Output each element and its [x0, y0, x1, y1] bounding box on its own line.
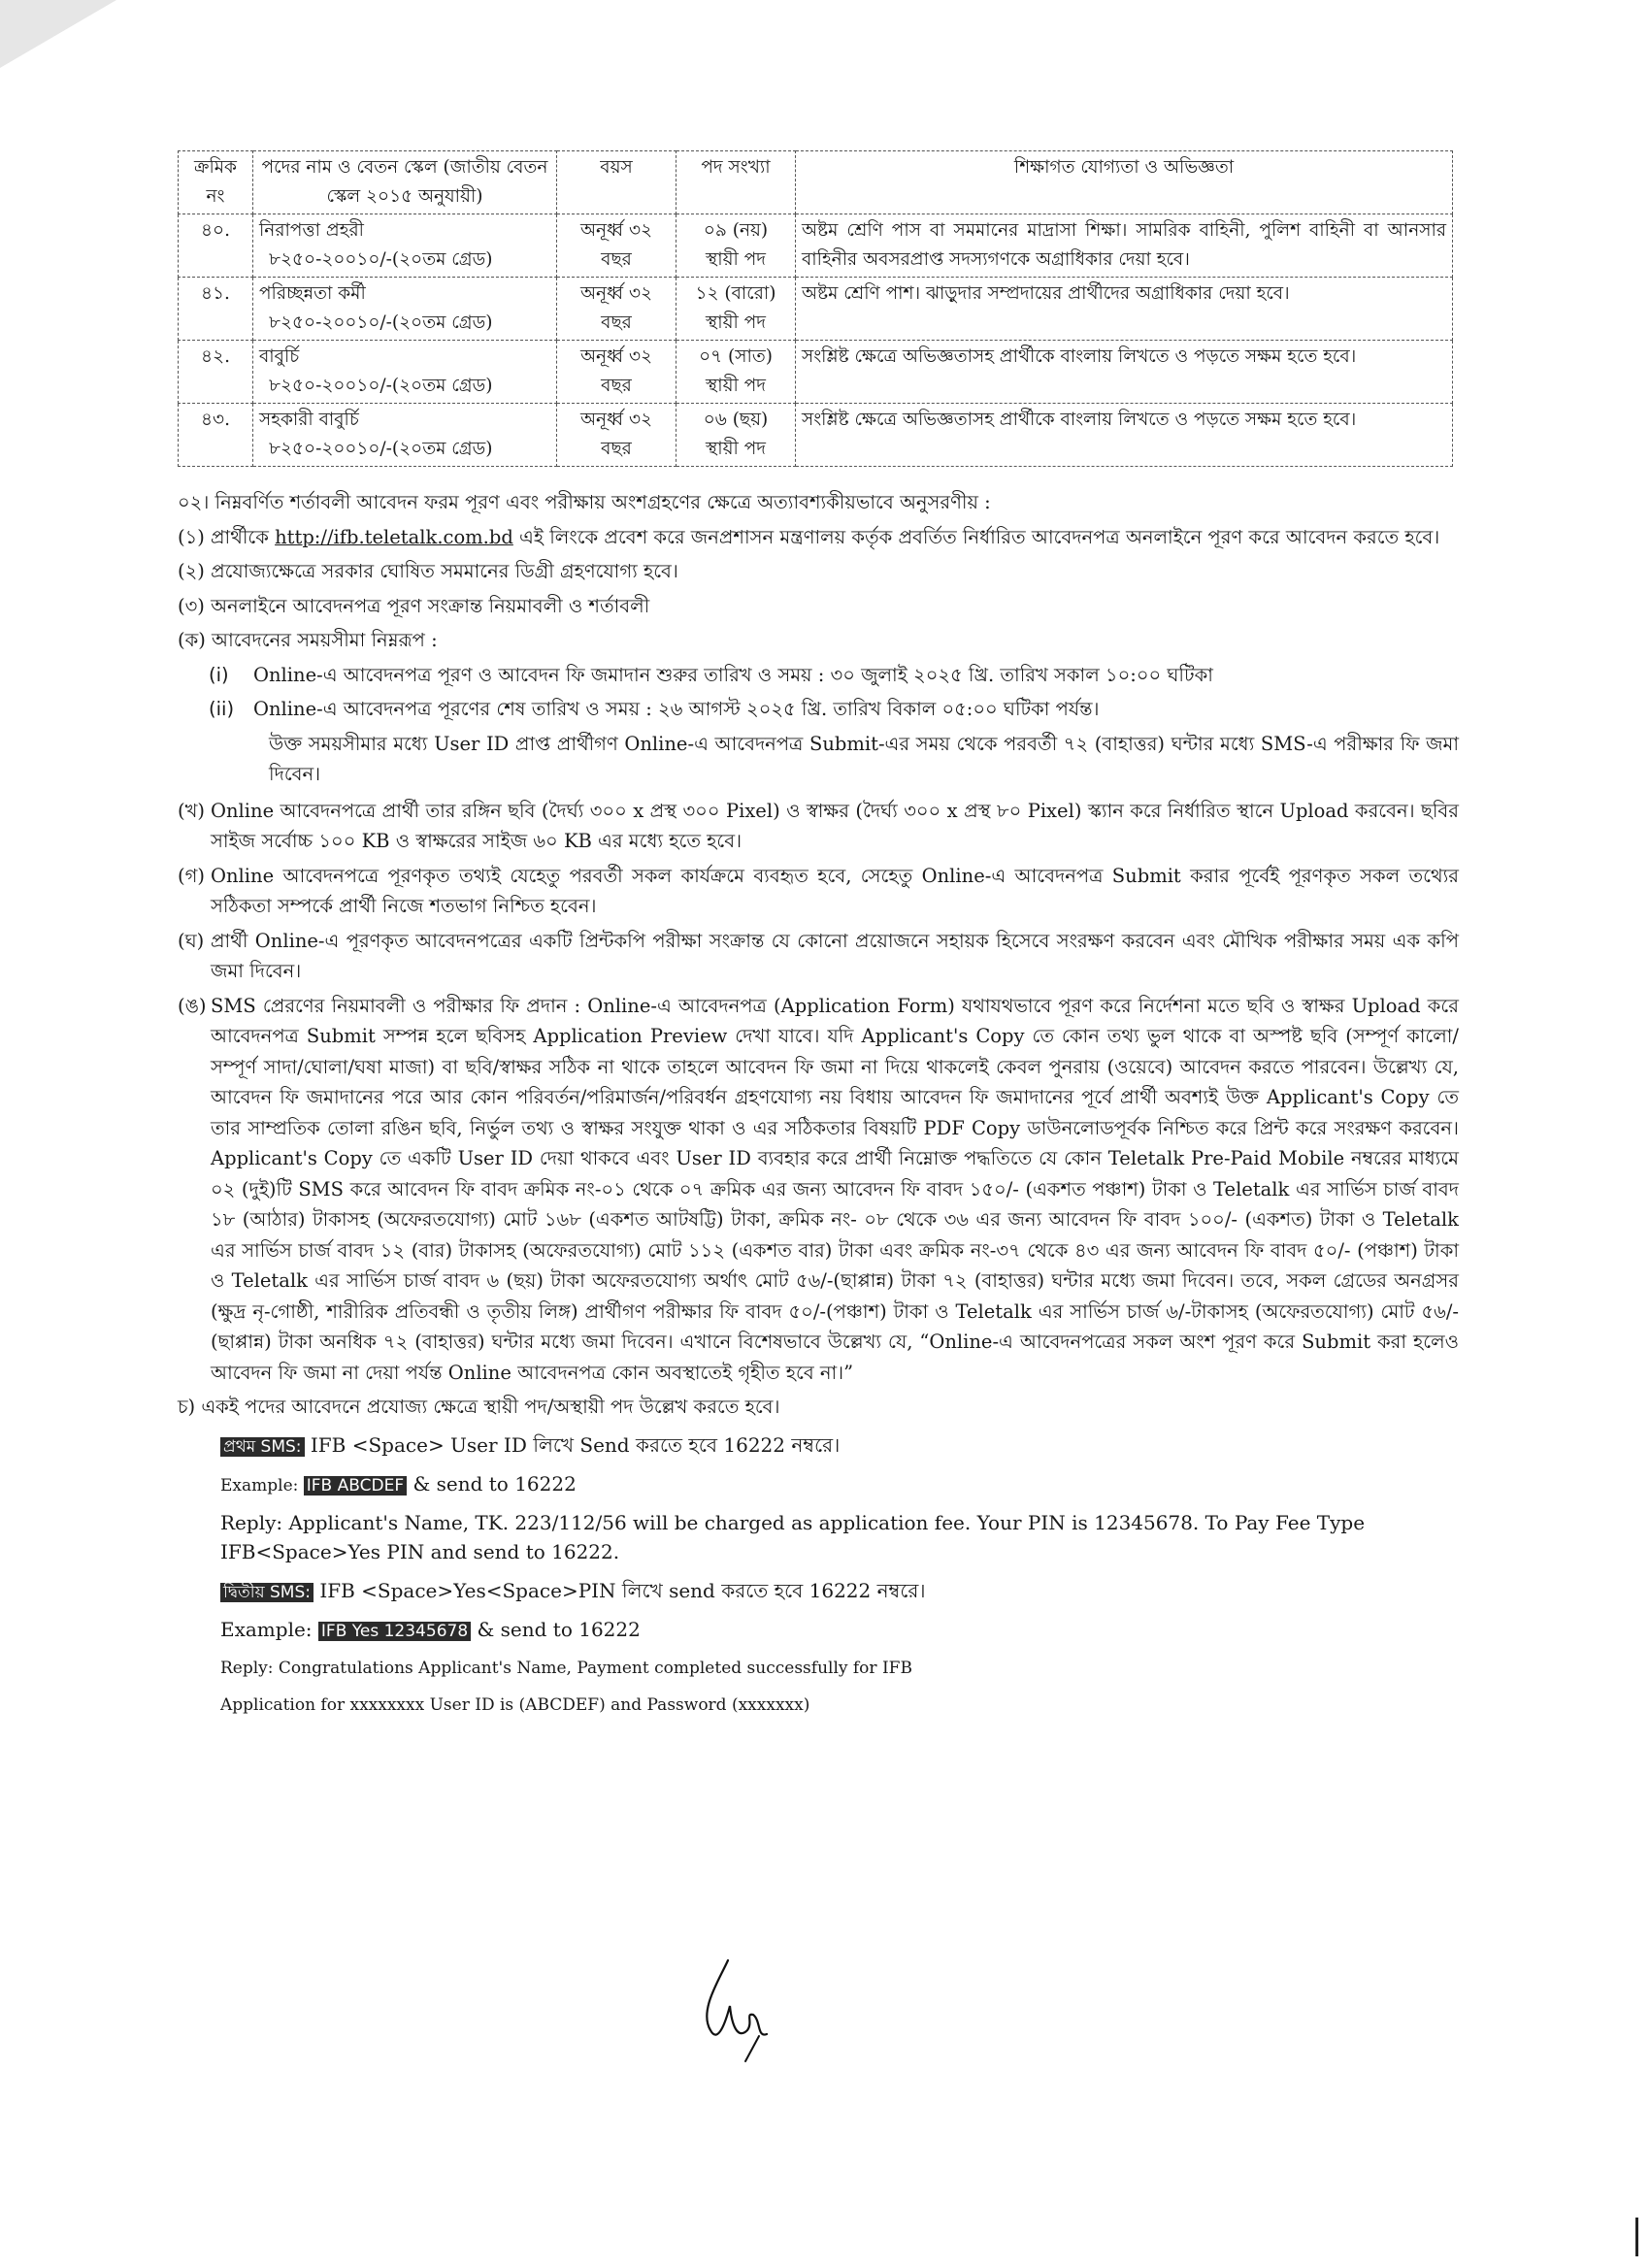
- row-post-count: [676, 278, 796, 341]
- example-1-line: [220, 1465, 1459, 1504]
- age-limit: অনূর্ধ্ব ৩২: [579, 283, 653, 304]
- row-serial: ৪৩.: [179, 404, 253, 467]
- header-post-count: পদ সংখ্যা: [676, 151, 796, 214]
- row-post-name: [253, 278, 557, 341]
- condition-1: [178, 522, 1459, 553]
- second-sms-tag: দ্বিতীয় SMS:: [220, 1583, 314, 1602]
- table-row: [179, 278, 1453, 341]
- application-link[interactable]: http://ifb.teletalk.com.bd: [275, 525, 513, 548]
- row-qualification: সংশ্লিষ্ট ক্ষেত্রে অভিজ্ঞতাসহ প্রার্থীকে বাংলায় লিখতে ও পড়তে সক্ষম হতে হবে।: [796, 341, 1453, 404]
- age-unit: বছর: [601, 249, 632, 270]
- age-limit: অনূর্ধ্ব ৩২: [579, 410, 653, 430]
- row-post-count: [676, 214, 796, 278]
- condition-text: প্রার্থী Online-এ পূরণকৃত আবেদনপত্রের একটি প্রিন্টকপি পরীক্ষা সংক্রান্ত যে কোনো প্রয়োজনে সহায়ক হিসেবে সংরক্ষণ করবেন এবং মৌখিক পরীক্ষার সময় এক কপি জমা দিবেন।: [211, 929, 1459, 982]
- count-type: স্থায়ী পদ: [706, 439, 766, 459]
- age-limit: অনূর্ধ্ব ৩২: [579, 346, 653, 367]
- count-value: ১২ (বারো): [695, 283, 776, 304]
- condition-text: Online আবেদনপত্রে পূরণকৃত তথ্যই যেহেতু পরবর্তী সকল কার্যক্রমে ব্যবহৃত হবে, সেহেতু Online-এ আবেদনপত্র Submit করার পূর্বেই পূরণকৃত সকল তথ্যের সঠিকতা সম্পর্কে প্রার্থী নিজে শতভাগ নিশ্চিত হবেন।: [211, 864, 1459, 917]
- deadline-end: [209, 694, 1459, 725]
- condition-uma: [178, 991, 1459, 1389]
- post-title: বাবুর্চি: [259, 346, 300, 367]
- row-post-count: [676, 341, 796, 404]
- condition-text-post: এই লিংকে প্রবেশ করে জনপ্রশাসন মন্ত্রণালয় কর্তৃক প্রবর্তিত নির্ধারিত আবেদনপত্র অনলাইনে পূরণ করে আবেদন করতে হবে।: [512, 525, 1440, 548]
- condition-2: (২) প্রযোজ্যক্ষেত্রে সরকার ঘোষিত সমমানের ডিগ্রী গ্রহণযোগ্য হবে।: [178, 560, 678, 582]
- example-post: & send to 16222: [471, 1617, 641, 1641]
- table-row: [179, 341, 1453, 404]
- sub-text: Online-এ আবেদনপত্র পূরণের শেষ তারিখ ও সময় : ২৬ আগস্ট ২০২৫ খ্রি. তারিখ বিকাল ০৫:০০ ঘটিকা পর্যন্ত।: [253, 698, 1100, 720]
- deadline-note: উক্ত সময়সীমার মধ্যে User ID প্রাপ্ত প্রার্থীগণ Online-এ আবেদনপত্র Submit-এর সময় থেকে পরবর্তী ৭২ (বাহাত্তর) ঘন্টার মধ্যে SMS-এ পরীক্ষার ফি জমা দিবেন।: [269, 732, 1459, 785]
- pay-scale: ৮২৫০-২০০১০/-(২০তম গ্রেড): [269, 376, 493, 396]
- condition-label: (ঙ): [178, 994, 207, 1017]
- row-post-name: [253, 214, 557, 278]
- example-post: & send to 16222: [407, 1471, 577, 1496]
- count-value: ০৯ (নয়): [703, 220, 769, 241]
- age-unit: বছর: [601, 312, 632, 333]
- post-title: সহকারী বাবুর্চি: [259, 410, 359, 430]
- conditions-section: [178, 487, 1459, 1724]
- condition-ga: [178, 861, 1459, 922]
- count-value: ০৭ (সাত): [699, 346, 773, 367]
- row-age: [557, 214, 676, 278]
- condition-label: (গ): [178, 864, 205, 887]
- condition-text: Online আবেদনপত্রে প্রার্থী তার রঙ্গিন ছবি (দৈর্ঘ্য ৩০০ x প্রস্থ ৩০০ Pixel) ও স্বাক্ষর (দৈর্ঘ্য ৩০০ x প্রস্থ ৮০ Pixel) স্ক্যান করে নির্ধারিত স্থানে Upload করবেন। ছবির সাইজ সর্বোচ্চ ১০০ KB ও স্বাক্ষরের সাইজ ৬০ KB এর মধ্যে হতে হবে।: [211, 799, 1459, 852]
- condition-3: (৩) অনলাইনে আবেদনপত্র পূরণ সংক্রান্ত নিয়মাবলী ও শর্তাবলী: [178, 594, 650, 617]
- row-age: [557, 278, 676, 341]
- row-post-name: [253, 404, 557, 467]
- row-post-name: [253, 341, 557, 404]
- second-sms-line: [220, 1572, 1459, 1611]
- example-code: IFB ABCDEF: [304, 1476, 407, 1496]
- count-type: স্থায়ী পদ: [706, 249, 766, 270]
- deadline-start: [209, 660, 1459, 691]
- condition-kha: [178, 796, 1459, 857]
- condition-cha: চ) একই পদের আবেদনে প্রযোজ্য ক্ষেত্রে স্থায়ী পদ/অস্থায়ী পদ উল্লেখ করতে হবে।: [178, 1396, 780, 1418]
- row-serial: ৪১.: [179, 278, 253, 341]
- age-unit: বছর: [601, 376, 632, 396]
- header-age: বয়স: [557, 151, 676, 214]
- count-value: ০৬ (ছয়): [703, 410, 769, 430]
- first-sms-line: [220, 1427, 1459, 1465]
- row-serial: ৪০.: [179, 214, 253, 278]
- row-serial: ৪২.: [179, 341, 253, 404]
- reply-3: Application for xxxxxxxx User ID is (ABCDEF) and Password (xxxxxxx): [220, 1694, 810, 1715]
- row-qualification: সংশ্লিষ্ট ক্ষেত্রে অভিজ্ঞতাসহ প্রার্থীকে বাংলায় লিখতে ও পড়তে সক্ষম হতে হবে।: [796, 404, 1453, 467]
- row-post-count: [676, 404, 796, 467]
- condition-label: (খ): [178, 799, 206, 822]
- condition-text: SMS প্রেরণের নিয়মাবলী ও পরীক্ষার ফি প্রদান : Online-এ আবেদনপত্র (Application Form) যথাযথভাবে পূরণ করে নির্দেশনা মতে ছবি ও স্বাক্ষর Upload করে আবেদনপত্র Submit সম্পন্ন হলে ছবিসহ Application Preview দেখা যাবে। যদি Applicant's Copy তে কোন তথ্য ভুল থাকে বা অস্পষ্ট ছবি (সম্পূর্ণ কালো/ সম্পূর্ণ সাদা/ঘোলা/ঘষা মাজা) বা ছবি/স্বাক্ষর সঠিক না থাকে তাহলে আবেদন ফি জমা না দিয়ে থাকলেই কেবল পুনরায় (ওয়েবে) আবেদন করতে পারবেন। উল্লেখ্য যে, আবেদন ফি জমাদানের পরে আর কোন পরিবর্তন/পরিমার্জন/পরিবর্ধন গ্রহণযোগ্য নয় বিধায় আবেদন ফি জমাদানের পূর্বে প্রার্থী অবশ্যই উক্ত Applicant's Copy তে তার সাম্প্রতিক তোলা রঙিন ছবি, নির্ভুল তথ্য ও স্বাক্ষর সংযুক্ত থাকা ও এর সঠিকতার বিষয়টি PDF Copy ডাউনলোডপূর্বক নিশ্চিত করে প্রিন্ট করে সংরক্ষণ করবেন। Applicant's Copy তে একটি User ID দেয়া থাকবে এবং User ID ব্যবহার করে প্রার্থী নিম্নোক্ত পদ্ধতিতে যে কোন Teletalk Pre-Paid Mobile নম্বরের মাধ্যমে ০২ (দুই)টি SMS করে আবেদন ফি বাবদ ক্রমিক নং-০১ থেকে ০৭ ক্রমিক এর জন্য আবেদন ফি বাবদ ১৫০/- (একশত পঞ্চাশ) টাকা ও Teletalk এর সার্ভিস চার্জ বাবদ ১৮ (আঠার) টাকাসহ (অফেরতযোগ্য) মোট ১৬৮ (একশত আটষট্টি) টাকা, ক্রমিক নং- ০৮ থেকে ৩৬ এর জন্য আবেদন ফি বাবদ ১০০/- (একশত) টাকা ও Teletalk এর সার্ভিস চার্জ বাবদ ১২ (বার) টাকাসহ (অফেরতযোগ্য) মোট ১১২ (একশত বার) টাকা এবং ক্রমিক নং-৩৭ থেকে ৪৩ এর জন্য আবেদন ফি বাবদ ৫০/- (পঞ্চাশ) টাকা ও Teletalk এর সার্ভিস চার্জ বাবদ ৬ (ছয়) টাকা অফেরতযোগ্য অর্থাৎ মোট ৫৬/-(ছাপ্পান্ন) টাকা ৭২ (বাহাত্তর) ঘন্টার মধ্যে জমা দিবেন। তবে, সকল গ্রেডের অনগ্রসর (ক্ষুদ্র নৃ-গোষ্ঠী, শারীরিক প্রতিবন্ধী ও তৃতীয় লিঙ্গ) প্রার্থীগণ পরীক্ষার ফি বাবদ ৫০/-(পঞ্চাশ) টাকা ও Teletalk এর সার্ভিস চার্জ ৬/-টাকাসহ (অফেরতযোগ্য) মোট ৫৬/-(ছাপ্পান্ন) টাকা অনধিক ৭২ (বাহাত্তর) ঘন্টার মধ্যে জমা দিবেন। এখানে বিশেষভাবে উল্লেখ্য যে, “Online-এ আবেদনপত্রের সকল অংশ পূরণ করে Submit করা হলেও আবেদন ফি জমা না দেয়া পর্যন্ত Online আবেদনপত্র কোন অবস্থাতেই গৃহীত হবে না।”: [211, 994, 1459, 1384]
- signature: [689, 1953, 806, 2064]
- pay-scale: ৮২৫০-২০০১০/-(২০তম গ্রেড): [269, 249, 493, 270]
- row-age: [557, 404, 676, 467]
- sub-text: Online-এ আবেদনপত্র পূরণ ও আবেদন ফি জমাদান শুরুর তারিখ ও সময় : ৩০ জুলাই ২০২৫ খ্রি. তারিখ সকাল ১০:০০ ঘটিকা: [253, 663, 1213, 686]
- conditions-intro: ০২। নিম্নবর্ণিত শর্তাবলী আবেদন ফরম পূরণ এবং পরীক্ষায় অংশগ্রহণের ক্ষেত্রে অত্যাবশ্যকীয়ভাবে অনুসরণীয় :: [178, 491, 991, 513]
- reply-1: Reply: Applicant's Name, TK. 223/112/56 will be charged as application fee. Your PIN is 12345678. To Pay Fee Type IFB<Space>Yes PIN and send to 16222.: [220, 1510, 1366, 1563]
- example-code: IFB Yes 12345678: [318, 1622, 471, 1641]
- header-post-name: পদের নাম ও বেতন স্কেল (জাতীয় বেতন স্কেল ২০১৫ অনুযায়ী): [253, 151, 557, 214]
- age-unit: বছর: [601, 439, 632, 459]
- count-type: স্থায়ী পদ: [706, 312, 766, 333]
- row-qualification: অষ্টম শ্রেণি পাস বা সমমানের মাদ্রাসা শিক্ষা। সামরিক বাহিনী, পুলিশ বাহিনী বা আনসার বাহিনীর অবসরপ্রাপ্ত সদস্যগণকে অগ্রাধিকার দেয়া হবে।: [796, 214, 1453, 278]
- table-header-row: [179, 151, 1453, 214]
- table-row: [179, 404, 1453, 467]
- example-label: Example:: [220, 1475, 304, 1496]
- pay-scale: ৮২৫০-২০০১০/-(২০তম গ্রেড): [269, 439, 493, 459]
- sub-label: (i): [209, 663, 229, 686]
- condition-ka: (ক) আবেদনের সময়সীমা নিম্নরূপ :: [178, 629, 438, 651]
- row-qualification: অষ্টম শ্রেণি পাশ। ঝাড়ুদার সম্প্রদায়ের প্রার্থীদের অগ্রাধিকার দেয়া হবে।: [796, 278, 1453, 341]
- folded-corner: [0, 0, 116, 68]
- header-qualification: শিক্ষাগত যোগ্যতা ও অভিজ্ঞতা: [796, 151, 1453, 214]
- table-row: [179, 214, 1453, 278]
- header-serial: ক্রমিক নং: [179, 151, 253, 214]
- reply-2: Reply: Congratulations Applicant's Name, Payment completed successfully for IFB: [220, 1658, 912, 1678]
- condition-label: (ঘ): [178, 929, 205, 952]
- scan-edge-mark: [1635, 2218, 1638, 2256]
- pay-scale: ৮২৫০-২০০১০/-(২০তম গ্রেড): [269, 312, 493, 333]
- row-age: [557, 341, 676, 404]
- posts-table: [178, 150, 1453, 467]
- example-label: Example:: [220, 1617, 318, 1641]
- example-2-line: [220, 1611, 1459, 1650]
- first-sms-tag: প্রথম SMS:: [220, 1437, 305, 1457]
- condition-text: [211, 522, 1459, 553]
- condition-label: (১): [178, 525, 205, 548]
- sub-label: (ii): [209, 698, 235, 720]
- sms-instructions: [220, 1427, 1459, 1724]
- second-sms-text: IFB <Space>Yes<Space>PIN লিখে send করতে হবে 16222 নম্বরে।: [313, 1578, 926, 1602]
- first-sms-text: IFB <Space> User ID লিখে Send করতে হবে 16222 নম্বরে।: [304, 1432, 841, 1457]
- condition-gha: [178, 926, 1459, 987]
- age-limit: অনূর্ধ্ব ৩২: [579, 220, 653, 241]
- condition-text-pre: প্রার্থীকে: [211, 525, 276, 548]
- post-title: নিরাপত্তা প্রহরী: [259, 220, 364, 241]
- post-title: পরিচ্ছন্নতা কর্মী: [259, 283, 366, 304]
- count-type: স্থায়ী পদ: [706, 376, 766, 396]
